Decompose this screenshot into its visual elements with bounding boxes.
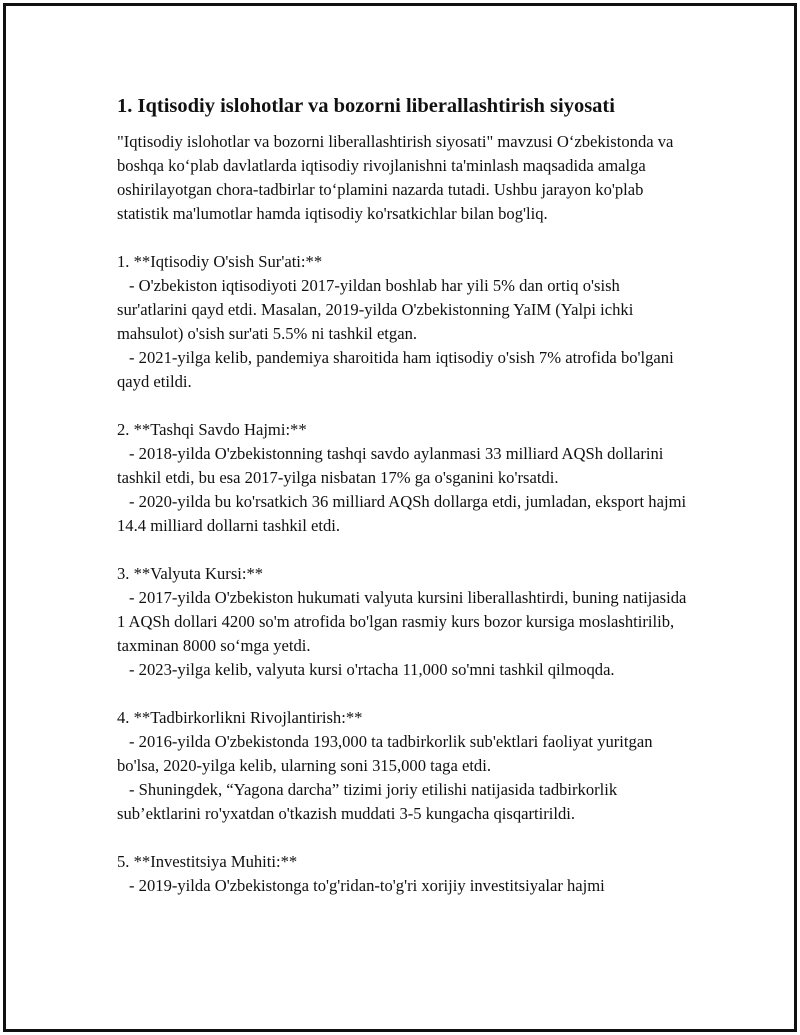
bullet-item: - 2021-yilga kelib, pandemiya sharoitida ham iqtisodiy o'sish 7% atrofida bo'lgani qayd etildi. <box>117 348 674 391</box>
document-body <box>117 92 687 922</box>
bullet-item: - 2017-yilda O'zbekiston hukumati valyuta kursini liberallashtirdi, buning natijasida 1 AQSh dollari 4200 so'm atrofida bo'lgan rasmiy kurs bozor kursiga moslashtirilib, taxminan 8000 so‘mga yetdi. <box>117 588 687 655</box>
section-heading: 5. **Investitsiya Muhiti:** <box>117 852 298 871</box>
section-foreign-trade <box>117 418 687 538</box>
section-heading: 3. **Valyuta Kursi:** <box>117 564 264 583</box>
intro-paragraph: "Iqtisodiy islohotlar va bozorni liberallashtirish siyosati" mavzusi O‘zbekistonda va boshqa ko‘plab davlatlarda iqtisodiy rivojlanishni ta'minlash maqsadida amalga oshirilayotgan chora-tadbirlar to‘plamini nazarda tutadi. Ushbu jarayon ko'plab statistik ma'lumotlar hamda iqtisodiy ko'rsatkichlar bilan bog'liq. <box>117 132 674 223</box>
section-heading: 4. **Tadbirkorlikni Rivojlantirish:** <box>117 708 363 727</box>
bullet-item: - O'zbekiston iqtisodiyoti 2017-yildan boshlab har yili 5% dan ortiq o'sish sur'atlarini qayd etdi. Masalan, 2019-yilda O'zbekistonning YaIM (Yalpi ichki mahsulot) o'sish sur'ati 5.5% ni tashkil etgan. <box>117 276 634 343</box>
section-heading: 1. **Iqtisodiy O'sish Sur'ati:** <box>117 252 323 271</box>
section-heading: 2. **Tashqi Savdo Hajmi:** <box>117 420 307 439</box>
bullet-item: - 2016-yilda O'zbekistonda 193,000 ta tadbirkorlik sub'ektlari faoliyat yuritgan bo'lsa, 2020-yilga kelib, ularning soni 315,000 taga etdi. <box>117 732 653 775</box>
section-investment-climate <box>117 850 687 898</box>
section-entrepreneurship <box>117 706 687 826</box>
bullet-item: - 2023-yilga kelib, valyuta kursi o'rtacha 11,000 so'mni tashkil qilmoqda. <box>129 660 615 679</box>
bullet-item: - 2018-yilda O'zbekistonning tashqi savdo aylanmasi 33 milliard AQSh dollarini tashkil etdi, bu esa 2017-yilga nisbatan 17% ga o'sganini ko'rsatdi. <box>117 444 664 487</box>
section-economic-growth <box>117 250 687 394</box>
bullet-item: - 2020-yilda bu ko'rsatkich 36 milliard AQSh dollarga etdi, jumladan, eksport hajmi 14.4 milliard dollarni tashkil etdi. <box>117 492 687 535</box>
section-currency-rate <box>117 562 687 682</box>
document-title: 1. Iqtisodiy islohotlar va bozorni liberallashtirish siyosati <box>117 95 615 117</box>
bullet-item: - Shuningdek, “Yagona darcha” tizimi joriy etilishi natijasida tadbirkorlik sub’ektlarini ro'yxatdan o'tkazish muddati 3-5 kungacha qisqartirildi. <box>117 780 618 823</box>
bullet-item: - 2019-yilda O'zbekistonga to'g'ridan-to'g'ri xorijiy investitsiyalar hajmi <box>129 876 605 895</box>
